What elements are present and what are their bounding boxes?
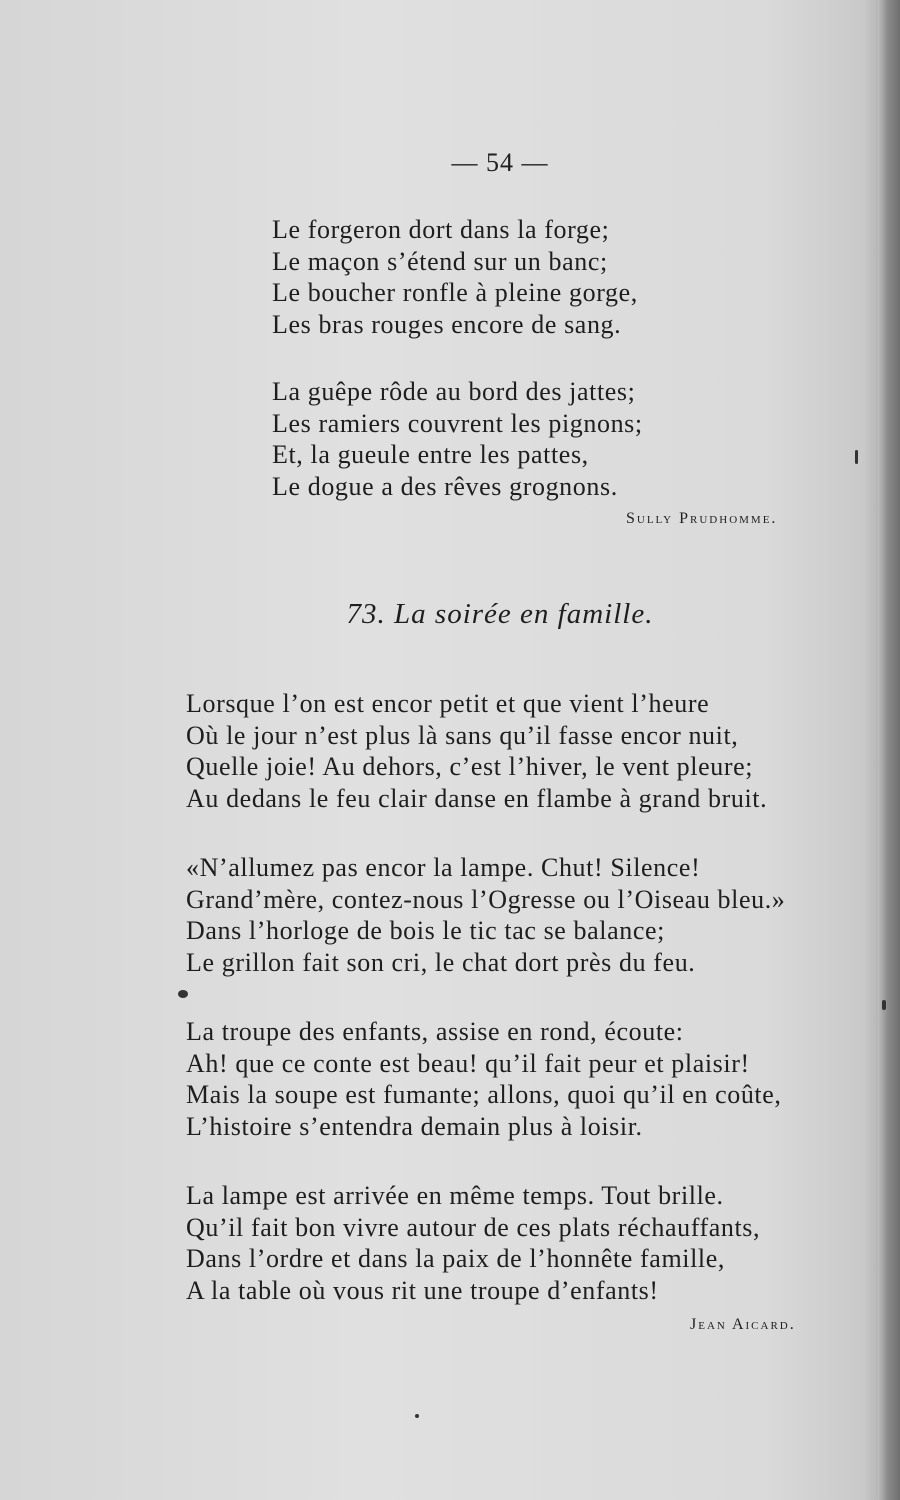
poem1-stanza-1 — [272, 214, 638, 340]
verse-line: A la table où vous rit une troupe d’enfants! — [186, 1275, 659, 1305]
verse-line: Le maçon s’étend sur un banc; — [272, 246, 608, 276]
verse-line: L’histoire s’entendra demain plus à loisir. — [186, 1111, 643, 1141]
verse-line: «N’allumez pas encor la lampe. Chut! Silence! — [186, 853, 701, 882]
page-number: — 54 — — [451, 148, 549, 177]
verse-line: Dans l’ordre et dans la paix de l’honnête famille, — [186, 1244, 725, 1273]
verse-line: Au dedans le feu clair danse en flambe à grand bruit. — [186, 783, 768, 813]
verse-line: Dans l’horloge de bois le tic tac se balance; — [186, 916, 665, 945]
verse-line: Le dogue a des rêves grognons. — [272, 471, 618, 501]
poem2-stanza-4 — [186, 1180, 760, 1306]
poem2-stanza-1 — [186, 688, 767, 814]
verse-line: Qu’il fait bon vivre autour de ces plats réchauffants, — [186, 1212, 761, 1242]
verse-line: Les bras rouges encore de sang. — [272, 309, 622, 339]
verse-line: Le boucher ronfle à pleine gorge, — [272, 278, 638, 307]
verse-line: La guêpe rôde au bord des jattes; — [272, 377, 636, 406]
verse-line: Quelle joie! Au dehors, c’est l’hiver, le vent pleure; — [186, 752, 754, 781]
ink-speck — [415, 1414, 419, 1418]
verse-line: Et, la gueule entre les pattes, — [272, 440, 589, 469]
verse-line: Le forgeron dort dans la forge; — [272, 215, 610, 244]
page-edge-shadow — [878, 0, 900, 1500]
poem1-stanza-2 — [272, 376, 643, 502]
verse-line: Grand’mère, contez-nous l’Ogresse ou l’Oiseau bleu.» — [186, 884, 786, 914]
verse-line: Ah! que ce conte est beau! qu’il fait peur et plaisir! — [186, 1048, 750, 1078]
poem2-author: Jean Aicard. — [690, 1316, 796, 1333]
verse-line: Les ramiers couvrent les pignons; — [272, 408, 643, 438]
verse-line: Le grillon fait son cri, le chat dort près du feu. — [186, 947, 696, 977]
ink-speck — [178, 990, 188, 998]
ink-speck — [855, 450, 858, 464]
poem1-author: Sully Prudhomme. — [626, 510, 778, 527]
poem2-stanza-3 — [186, 1016, 782, 1142]
verse-line: Lorsque l’on est encor petit et que vient l’heure — [186, 689, 710, 718]
poem2-title: 73. La soirée en famille. — [346, 598, 654, 630]
verse-line: La lampe est arrivée en même temps. Tout brille. — [186, 1181, 724, 1210]
verse-line: Mais la soupe est fumante; allons, quoi qu’il en coûte, — [186, 1080, 782, 1109]
ink-speck — [882, 1000, 886, 1010]
verse-line: Où le jour n’est plus là sans qu’il fasse encor nuit, — [186, 720, 739, 750]
verse-line: La troupe des enfants, assise en rond, écoute: — [186, 1017, 684, 1046]
poem2-stanza-2 — [186, 852, 785, 978]
